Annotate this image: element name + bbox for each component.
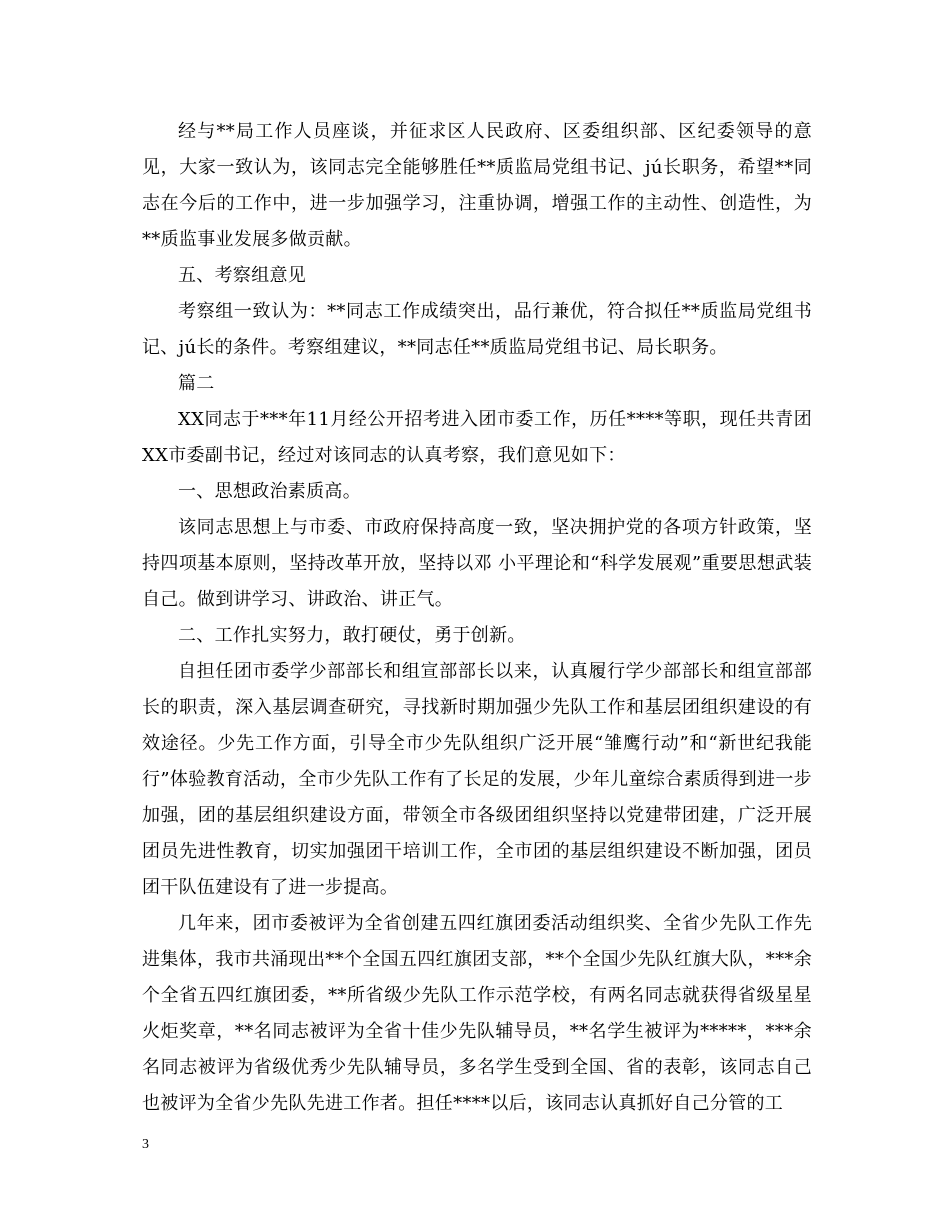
paragraph: XX同志于***年11月经公开招考进入团市委工作，历任****等职，现任共青团XX市委副书记，经过对该同志的认真考察，我们意见如下： [142, 409, 812, 466]
paragraph: 该同志思想上与市委、市政府保持高度一致，坚决拥护党的各项方针政策，坚持四项基本原则，坚持改革开放，坚持以邓 小平理论和“科学发展观”重要思想武装自己。做到讲学习、讲政治、讲正气。 [142, 517, 812, 610]
paragraph: 经与**局工作人员座谈，并征求区人民政府、区委组织部、区纪委领导的意见，大家一致认为，该同志完全能够胜任**质监局党组书记、jú长职务，希望**同志在今后的工作中，进一步加强学习，注重协调，增强工作的主动性、创造性，为**质监事业发展多做贡献。 [142, 121, 812, 250]
paragraph: 自担任团市委学少部部长和组宣部部长以来，认真履行学少部部长和组宣部部长的职责，深入基层调查研究，寻找新时期加强少先队工作和基层团组织建设的有效途径。少先工作方面，引导全市少先队组织广泛开展“雏鹰行动”和“新世纪我能行”体验教育活动，全市少先队工作有了长足的发展，少年儿童综合素质得到进一步加强，团的基层组织建设方面，带领全市各级团组织坚持以党建带团建，广泛开展团员先进性教育，切实加强团干培训工作，全市团的基层组织建设不断加强，团员团干队伍建设有了进一步提高。 [142, 661, 812, 898]
section-heading: 二、工作扎实努力，敢打硬仗，勇于创新。 [178, 625, 526, 646]
paragraph: 考察组一致认为：**同志工作成绩突出，品行兼优，符合拟任**质监局党组书记、jú长的条件。考察组建议，**同志任**质监局党组书记、局长职务。 [142, 301, 812, 358]
section-heading: 篇二 [178, 373, 215, 394]
section-heading: 一、思想政治素质高。 [178, 481, 361, 502]
paragraph: 几年来，团市委被评为全省创建五四红旗团委活动组织奖、全省少先队工作先进集体，我市共涌现出**个全国五四红旗团支部，**个全国少先队红旗大队，***余个全省五四红旗团委，**所省级少先队工作示范学校，有两名同志就获得省级星星火炬奖章，**名同志被评为全省十佳少先队辅导员，**名学生被评为*****，***余名同志被评为省级优秀少先队辅导员，多名学生受到全国、省的表彰，该同志自己也被评为全省少先队先进工作者。担任****以后，该同志认真抓好自己分管的工 [142, 913, 812, 1114]
page-number: 3 [142, 1137, 149, 1152]
section-heading: 五、考察组意见 [178, 265, 307, 286]
document-body [142, 114, 812, 1122]
